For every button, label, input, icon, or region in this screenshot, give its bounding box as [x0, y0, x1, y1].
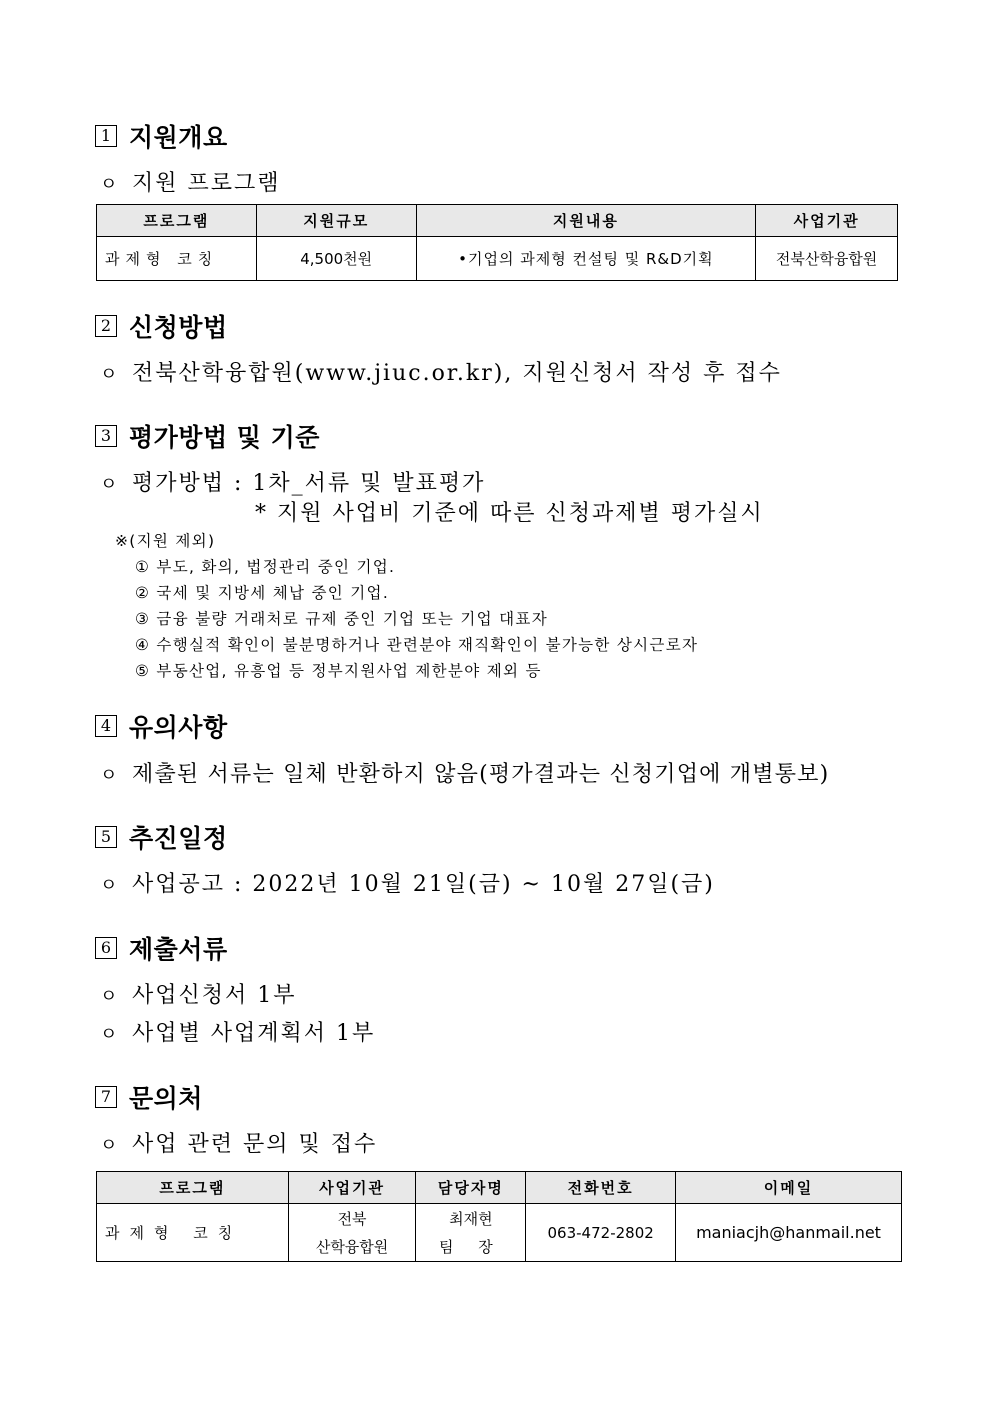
bullet-text: 사업공고 : 2022년 10월 21일(금) ~ 10월 27일(금)	[132, 872, 715, 897]
table-header-cell: 이메일	[676, 1172, 902, 1204]
bullet-text: 평가방법 : 1차_서류 및 발표평가	[132, 471, 486, 496]
section-number-box: 2	[95, 315, 117, 337]
exclusion-item: ① 부도, 화의, 법정관리 중인 기업.	[135, 558, 396, 576]
table-cell-org: 전북산학융합원	[756, 237, 898, 281]
section-title: 지원개요	[129, 123, 228, 152]
section-number-box: 1	[95, 125, 117, 147]
section-number-box: 7	[95, 1086, 117, 1108]
table-row	[97, 237, 898, 281]
bullet-text: 사업신청서 1부	[132, 983, 297, 1008]
bullet-text: 제출된 서류는 일체 반환하지 않음(평가결과는 신청기업에 개별통보)	[132, 762, 830, 787]
section-title: 신청방법	[129, 313, 228, 342]
program-table	[96, 204, 898, 281]
section-title: 문의처	[129, 1084, 203, 1113]
table-row	[97, 1204, 902, 1262]
section-number-box: 6	[95, 937, 117, 959]
table-header-row	[97, 205, 898, 237]
table-cell-email[interactable]: maniacjh@hanmail.net	[676, 1204, 902, 1262]
table-header-cell: 담당자명	[416, 1172, 526, 1204]
table-cell-org	[288, 1204, 416, 1262]
bullet-item	[100, 466, 485, 497]
table-cell-scale: 4,500천원	[256, 237, 416, 281]
section-7-heading	[95, 1079, 203, 1115]
bullet-text: 전북산학융합원(www.jiuc.or.kr), 지원신청서 작성 후 접수	[132, 361, 782, 386]
bullet-item	[100, 356, 782, 387]
bullet-item	[100, 978, 297, 1009]
bullet-circle-icon: ㅇ	[100, 474, 118, 495]
section-5-heading	[95, 819, 228, 855]
section-number-box: 4	[95, 715, 117, 737]
table-header-cell: 프로그램	[97, 205, 257, 237]
table-cell-person	[416, 1204, 526, 1262]
table-header-cell: 사업기관	[756, 205, 898, 237]
exclusion-item: ② 국세 및 지방세 체납 중인 기업.	[135, 584, 390, 602]
bullet-text: 지원 프로그램	[132, 171, 281, 196]
bullet-circle-icon: ㅇ	[100, 765, 118, 786]
bullet-item	[100, 757, 829, 788]
person-title: 팀 장	[438, 1237, 503, 1256]
exclusion-item: ④ 수행실적 확인이 불분명하거나 관련분야 재직확인이 불가능한 상시근로자	[135, 636, 699, 654]
exclusion-item: ⑤ 부동산업, 유흥업 등 정부지원사업 제한분야 제외 등	[135, 662, 542, 680]
contact-table	[96, 1171, 902, 1262]
table-header-cell: 프로그램	[97, 1172, 289, 1204]
exclusion-title: ※(지원 제외)	[115, 532, 216, 550]
bullet-circle-icon: ㅇ	[100, 364, 118, 385]
table-cell-program: 과제형 코칭	[97, 1204, 289, 1262]
bullet-item	[100, 1016, 375, 1047]
table-header-cell: 전화번호	[526, 1172, 676, 1204]
bullet-item	[100, 166, 281, 197]
bullet-item	[100, 1127, 377, 1158]
bullet-text: 사업별 사업계획서 1부	[132, 1021, 376, 1046]
table-cell-content: •기업의 과제형 컨설팅 및 R&D기획	[416, 237, 756, 281]
bullet-circle-icon: ㅇ	[100, 1135, 118, 1156]
section-4-heading	[95, 708, 228, 744]
section-title: 평가방법 및 기준	[129, 423, 320, 452]
org-line: 산학융합원	[315, 1237, 389, 1256]
table-cell-program: 과제형 코칭	[97, 237, 257, 281]
table-header-cell: 지원내용	[416, 205, 756, 237]
person-name: 최재현	[449, 1209, 493, 1228]
section-title: 추진일정	[129, 824, 228, 853]
section-6-heading	[95, 930, 228, 966]
section-1-heading	[95, 118, 228, 154]
section-number-box: 5	[95, 826, 117, 848]
bullet-circle-icon: ㅇ	[100, 174, 118, 195]
exclusion-item: ③ 금융 불량 거래처로 규제 중인 기업 또는 기업 대표자	[135, 610, 548, 628]
section-title: 유의사항	[129, 713, 228, 742]
org-line: 전북	[337, 1209, 367, 1228]
table-header-cell: 사업기관	[288, 1172, 416, 1204]
bullet-circle-icon: ㅇ	[100, 986, 118, 1007]
evaluation-note: * 지원 사업비 기준에 따른 신청과제별 평가실시	[255, 501, 764, 526]
section-2-heading	[95, 308, 228, 344]
table-cell-phone: 063-472-2802	[526, 1204, 676, 1262]
section-title: 제출서류	[129, 935, 228, 964]
bullet-circle-icon: ㅇ	[100, 1024, 118, 1045]
table-header-cell: 지원규모	[256, 205, 416, 237]
bullet-circle-icon: ㅇ	[100, 875, 118, 896]
bullet-text: 사업 관련 문의 및 접수	[132, 1132, 378, 1157]
bullet-item	[100, 867, 715, 898]
section-number-box: 3	[95, 425, 117, 447]
section-3-heading	[95, 418, 320, 454]
table-header-row	[97, 1172, 902, 1204]
